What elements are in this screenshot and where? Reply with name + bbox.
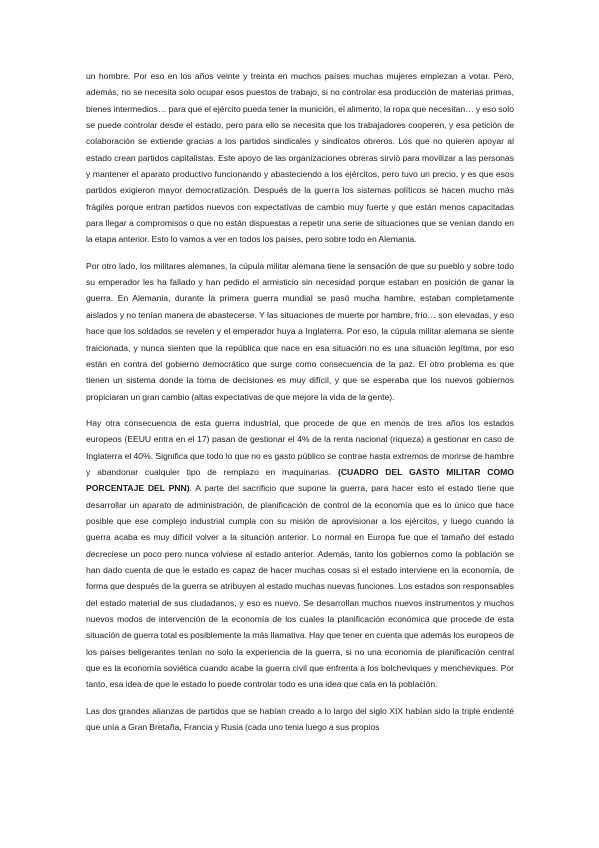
paragraph-4: Las dos grandes alianzas de partidos que se habían creado a lo largo del siglo XIX habían sido la triple endenté que unía a Gran Bretaña, Francia y Rusia (cada uno tenia luego a sus propios [86, 705, 514, 733]
paragraph-1: un hombre. Por eso en los años veinte y treinta en muchos países muchas mujeres empiezan a votar. Pero, además, no se necesita solo ocupar esos puestos de trabajo, si no controlar esa producción de materias primas, bienes intermedios… para que el ejército pueda tener la munición, el alimento, la ropa que necesitan… y eso solo se puede controlar desde el estado, pero para ello se necesita que los trabajadores cooperen, y esa petición de colaboración se extiende gracias a los partidos sindicales y sindicatos obreros. Los que no quieren apoyar al estado crean partidos capitalistas. Este apoyo de las organizaciones obreras sirvió para movilizar a las personas y mantener el aparato productivo funcionando y abasteciendo a los ejércitos, pero tuvo un precio, y es que esos partidos exigieron mayor democratización. Después de la guerra los sistemas políticos se hacen mucho más frágiles porque entran partidos nuevos con expectativas de cambio muy fuerte y que están menos capacitadas para llegar a compromisos o que no están dispuestas a repetir una serie de situaciones que se venían dando en la etapa anterior. Esto lo vamos a ver en todos los países, pero sobre todo en Alemania. [86, 71, 514, 245]
paragraph-2: Por otro lado, los militares alemanes, la cúpula militar alemana tiene la sensación de que su pueblo y sobre todo su emperador les ha fallado y han pedido el armisticio sin necesidad porque estaban en posición de ganar la guerra. En Alemania, durante la primera guerra mundial se pasó mucha hambre, estaban completamente aislados y no tenían manera de abastecerse. Y las situaciones de muerte por hambre, frío… son elevadas, y eso hace que los soldados se revelen y el emperador huya a Inglaterra. Por eso, la cúpula militar alemana se siente traicionada, y nunca sienten que la república que nace en esa situación no es una situación legítima, por eso están en contra del gobierno democrático que surge como consecuencia de la paz. El otro problema es que tienen un sistema donde la toma de decisiones es muy difícil, y que se esperaba que los nuevos gobiernos propiciaran un gran cambio (altas expectativas de que mejore la vida de la gente). [86, 260, 514, 402]
chart-reference-bold: (CUADRO DEL GASTO MILITAR COMO PORCENTAJE DEL PNN) [86, 466, 514, 494]
paragraph-3-intro: Hay otra consecuencia de esta guerra industrial, que procede de que en menos de tres años los estados europeos (EEUU entra en el 17) pasan de gestionar el 4% de la renta nacional (riqueza) a gestionar en caso de Inglaterra el 40%. Significa que todo lo que no es gasto público se contrae hasta extremos de morirse de hambre y abandonar cualquier tipo de remplazo en maquinarias. [86, 417, 514, 477]
paragraph-3 [86, 415, 514, 693]
document-body [86, 68, 514, 745]
paragraph-3-continuation: . A parte del sacrificio que supone la guerra, para hacer esto el estado tiene que desarrollar un aparato de administración, de planificación de control de la economía que es lo único que hace posible que ese complejo industrial cumpla con su misión de aprovisionar a los ejércitos, y luego cuando la guerra acaba es muy difícil volver a la situación anterior. Lo normal en Europa fue que el tamaño del estado decreciese un poco pero nunca volviese al estado anterior. Además, tanto los gobiernos como la población se han dado cuenta de que le estado es capaz de hacer muchas cosas si el estado interviene en la economía, de forma que después de la guerra se atribuyen al estado muchas nuevas funciones. Los estados son responsables del estado material de sus ciudadanos, y eso es nuevo. Se desarrollan muchos nuevos instrumentos y muchos nuevos modos de intervención de la economía de los cuales la planificación económica que procede de esta situación de guerra total es posiblemente la más llamativa. Hay que tener en cuenta que además los europeos de los países beligerantes tenían no solo la experiencia de la guerra, si no una economía de planificación central que es la economía soviética cuando acabe la guerra civil que enfrenta a los bolcheviques y mencheviques. Por tanto, esa idea de que le estado lo puede controlar todo es una idea que cala en la población. [86, 483, 514, 690]
